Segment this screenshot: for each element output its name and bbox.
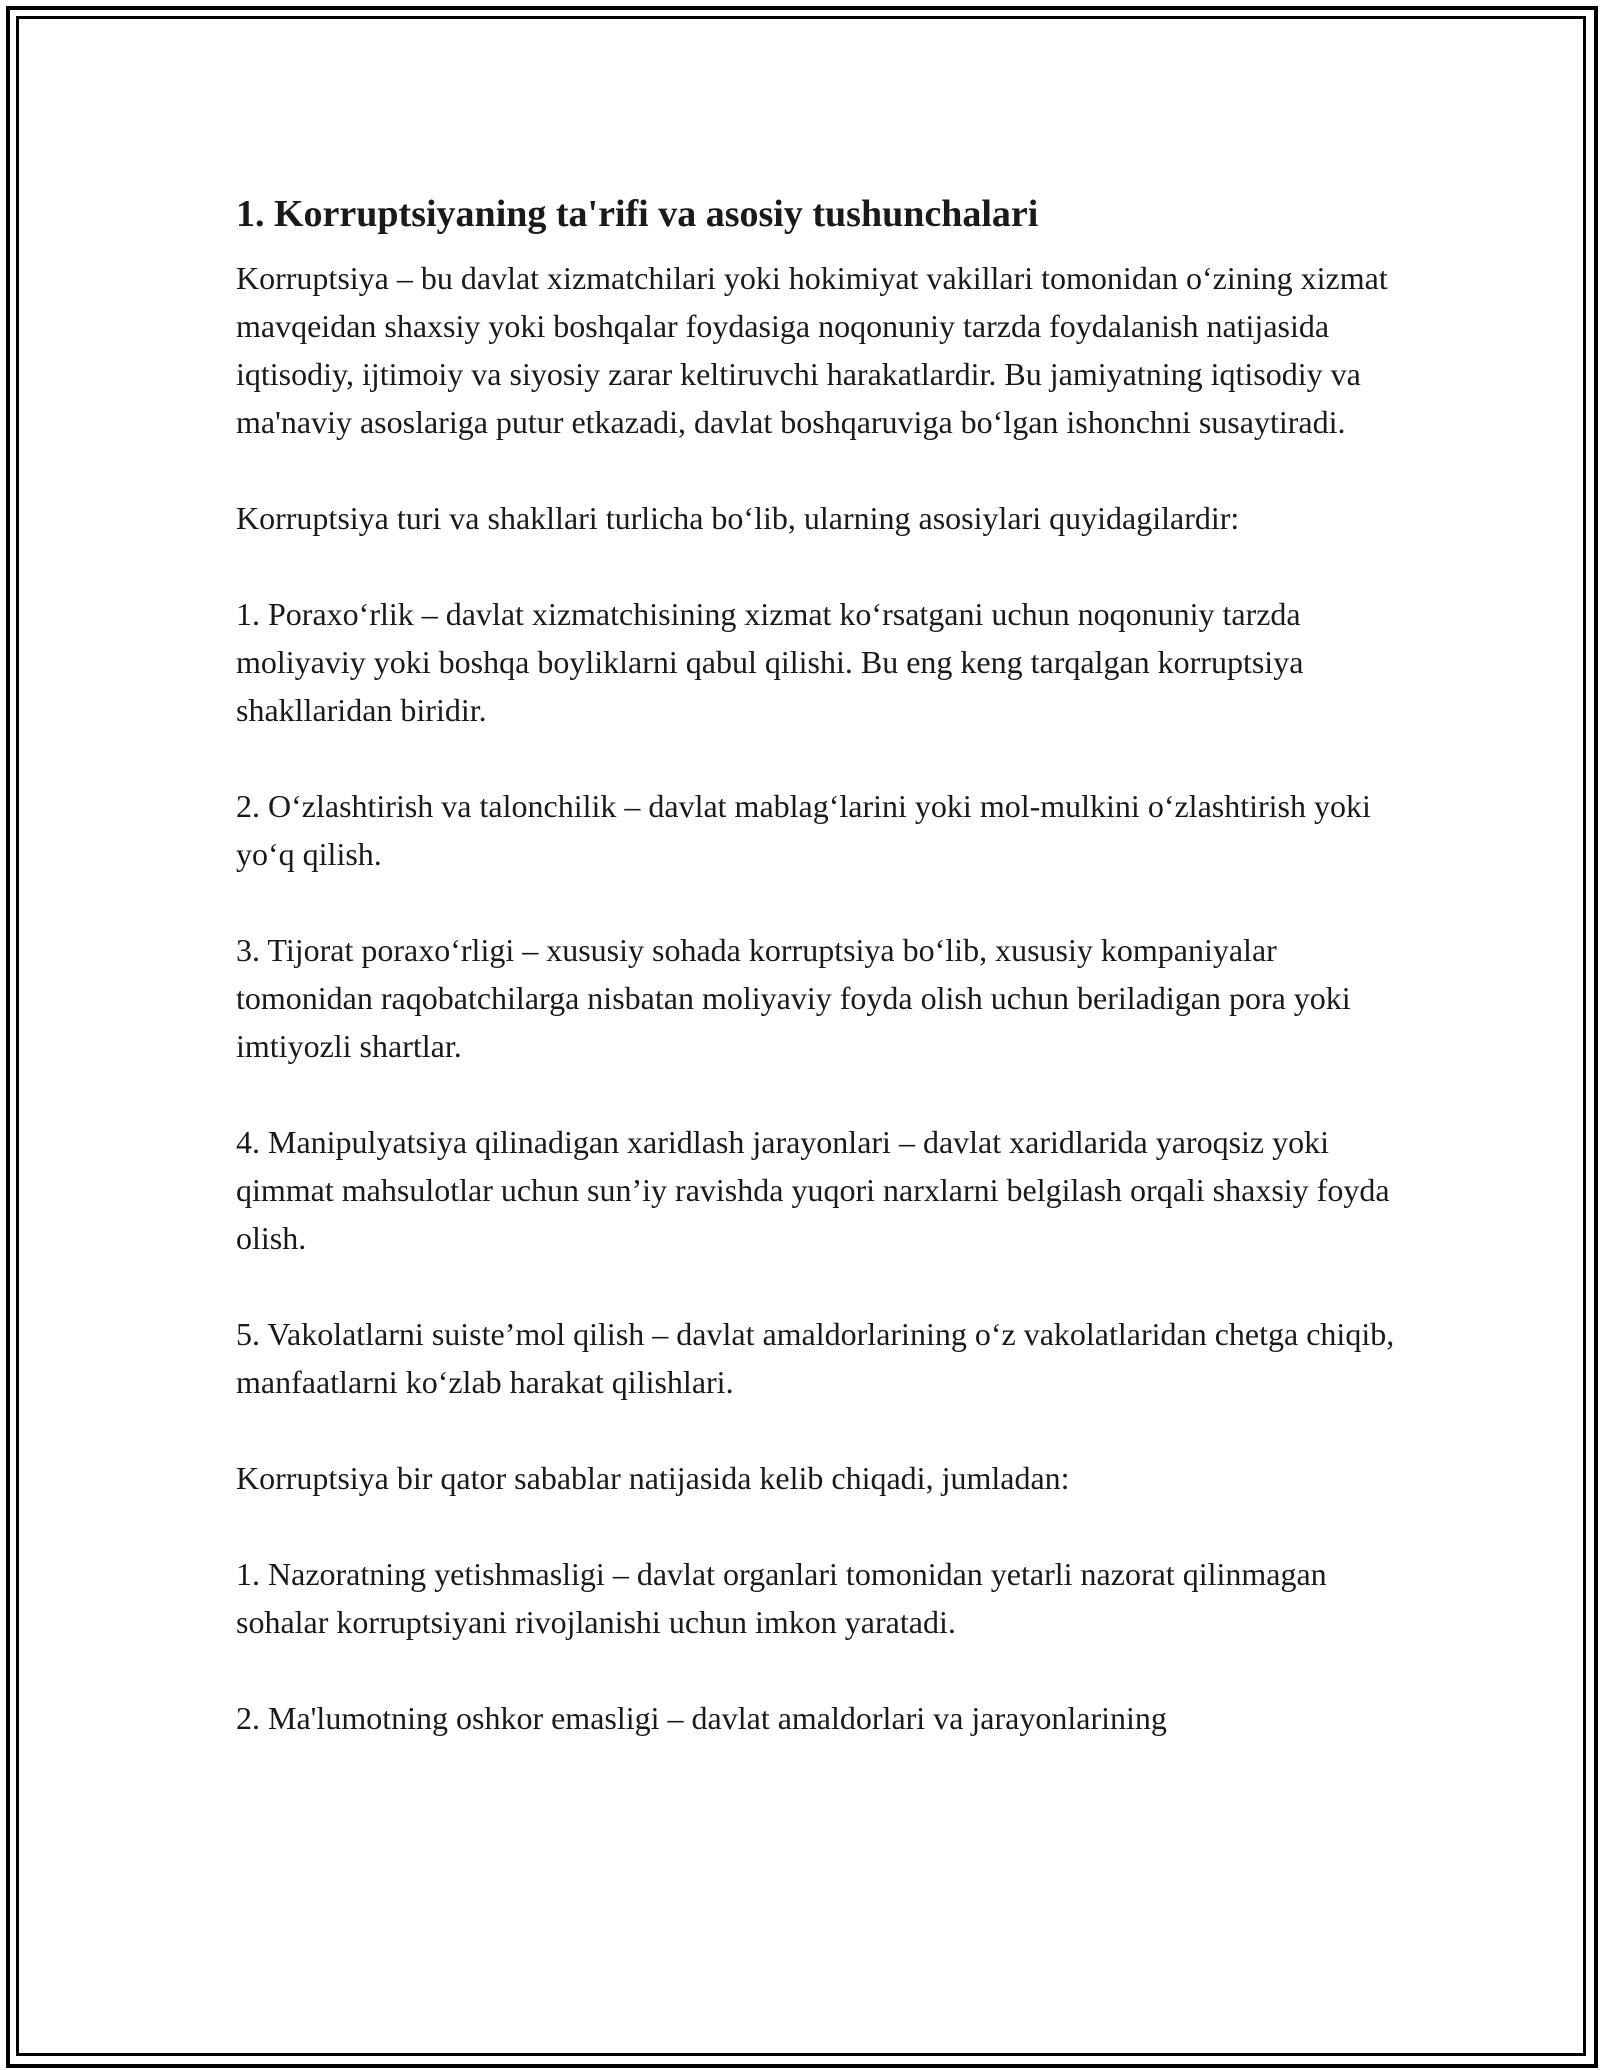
- list-item-abuse-of-power: 5. Vakolatlarni suiste’mol qilish – davlat amaldorlarining o‘z vakolatlaridan chetga chiqib, manfaatlarni ko‘zlab harakat qilishlari.: [236, 1316, 1395, 1400]
- document-body: [236, 180, 1416, 1790]
- list-item-embezzlement: 2. O‘zlashtirish va talonchilik – davlat mablag‘larini yoki mol-mulkini o‘zlashtirish yoki yo‘q qilish.: [236, 788, 1371, 872]
- list-item-commercial-bribery: 3. Tijorat poraxo‘rligi – xususiy sohada korruptsiya bo‘lib, xususiy kompaniyalar tomonidan raqobatchilarga nisbatan moliyaviy foyda olish uchun beriladigan pora yoki imtiyozli shartlar.: [236, 932, 1351, 1064]
- paragraph-definition: Korruptsiya – bu davlat xizmatchilari yoki hokimiyat vakillari tomonidan o‘zining xizmat mavqeidan shaxsiy yoki boshqalar foydasiga noqonuniy tarzda foydalanish natijasida iqtisodiy, ijtimoiy va siyosiy zarar keltiruvchi harakatlardir. Bu jamiyatning iqtisodiy va ma'naviy asoslariga putur etkazadi, davlat boshqaruviga bo‘lgan ishonchni susaytiradi.: [236, 260, 1388, 440]
- paragraph-types-intro: Korruptsiya turi va shakllari turlicha bo‘lib, ularning asosiylari quyidagilardir:: [236, 500, 1240, 536]
- section-title: 1. Korruptsiyaning ta'rifi va asosiy tushunchalari: [236, 193, 1039, 235]
- list-item-lack-of-transparency: 2. Ma'lumotning oshkor emasligi – davlat amaldorlari va jarayonlarining: [236, 1700, 1167, 1736]
- list-item-procurement-manipulation: 4. Manipulyatsiya qilinadigan xaridlash jarayonlari – davlat xaridlarida yaroqsiz yoki qimmat mahsulotlar uchun sun’iy ravishda yuqori narxlarni belgilash orqali shaxsiy foyda olish.: [236, 1124, 1390, 1256]
- paragraph-causes-intro: Korruptsiya bir qator sabablar natijasida kelib chiqadi, jumladan:: [236, 1460, 1070, 1496]
- list-item-lack-of-oversight: 1. Nazoratning yetishmasligi – davlat organlari tomonidan yetarli nazorat qilinmagan sohalar korruptsiyani rivojlanishi uchun imkon yaratadi.: [236, 1556, 1327, 1640]
- list-item-bribery: 1. Poraxo‘rlik – davlat xizmatchisining xizmat ko‘rsatgani uchun noqonuniy tarzda moliyaviy yoki boshqa boyliklarni qabul qilishi. Bu eng keng tarqalgan korruptsiya shakllaridan biridir.: [236, 596, 1304, 728]
